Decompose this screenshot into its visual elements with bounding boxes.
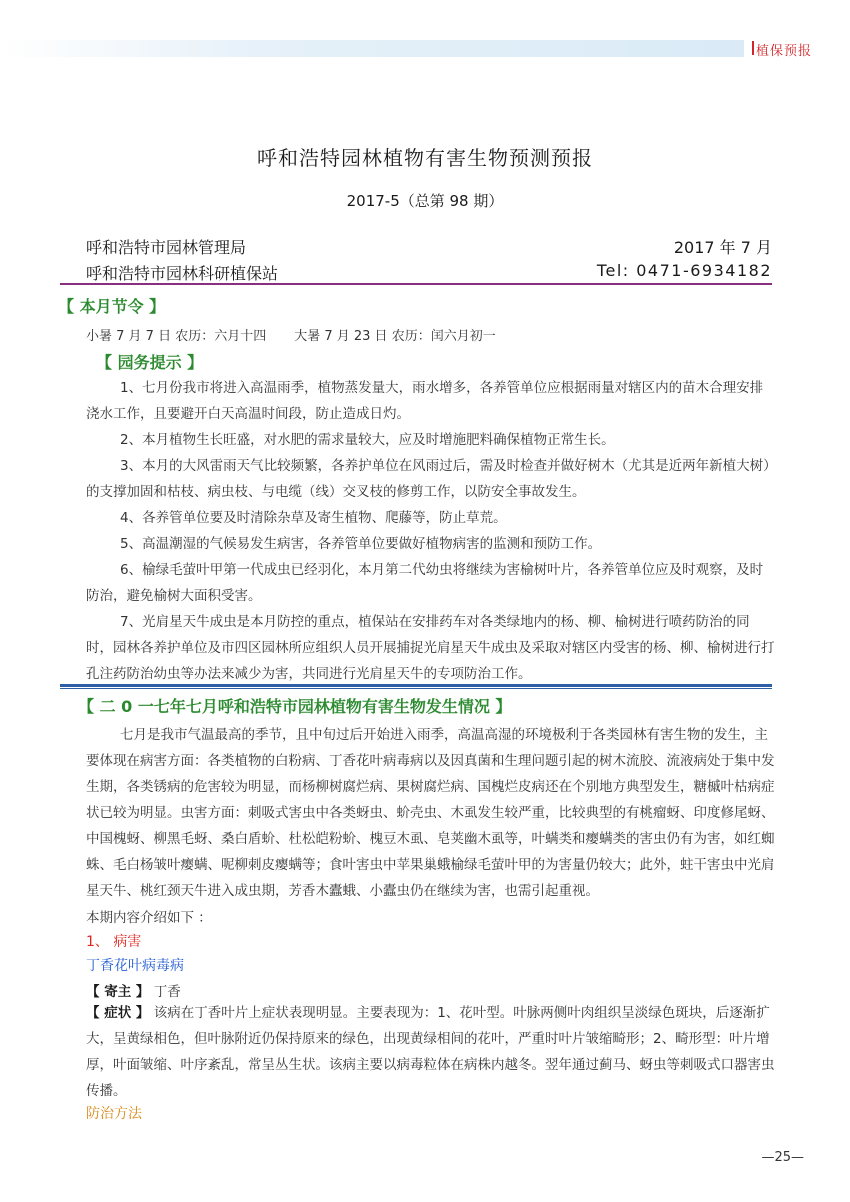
document-title: 呼和浩特园林植物有害生物预测预报 bbox=[257, 146, 593, 170]
solar-term-xiaoshu: 小暑 7 月 7 日 农历：六月十四 bbox=[86, 329, 267, 344]
contents-intro: 本期内容介绍如下 ： bbox=[86, 910, 212, 926]
org-row-1 bbox=[86, 235, 772, 258]
header-divider bbox=[60, 283, 772, 285]
tip-item-7: 7、光肩星天牛成虫是本月防控的重点，植保站在安排药车对各类绿地内的杨、柳、榆树进行喷药防治的同时，园林各养护单位及市四区园林所应组织人员开展捕捉光肩星天牛成虫及采取对辖区内受害的杨、柳、榆树进行打孔注药防治幼虫等办法来减少为害，共同进行光肩星天牛的专项防治工作。 bbox=[86, 614, 775, 682]
page-number: —25— bbox=[761, 1150, 804, 1165]
org-row-2 bbox=[86, 261, 772, 284]
org-name-station: 呼和浩特市园林科研植保站 bbox=[86, 264, 279, 283]
host-label: 【 寄主 】 bbox=[86, 984, 150, 1000]
issue-number: 2017-5（总第 98 期） bbox=[346, 192, 504, 210]
tip-item-3: 3、本月的大风雷雨天气比较频繁，各养护单位在风雨过后，需及时检查并做好树木（尤其是近两年新植大树）的支撑加固和枯枝、病虫枝、与电缆（线）交叉枝的修剪工作，以防安全事故发生。 bbox=[86, 458, 770, 500]
situation-paragraph: 七月是我市气温最高的季节，且中旬过后开始进入雨季，高温高湿的环境极利于各类园林有害生物的发生，主要体现在病害方面：各类植物的白粉病、丁香花叶病毒病以及因真菌和生理问题引起的树木流胶、流液病处于集中发生期，各类锈病的危害较为明显，而杨柳树腐烂病、果树腐烂病、国槐烂皮病还在个别地方典型发生，糖槭叶枯病症状已较为明显。虫害方面：刺吸式害虫中各类蚜虫、蚧壳虫、木虱发生较严重，比较典型的有桃瘤蚜、印度修尾蚜、中国槐蚜、柳黑毛蚜、桑白盾蚧、杜松皑粉蚧、槐豆木虱、皂荚幽木虱等，叶螨类和瘿螨类的害虫仍有为害，如红蜘蛛、毛白杨皱叶瘿螨、呢柳刺皮瘿螨等；食叶害虫中苹果巢蛾榆绿毛萤叶甲的为害量仍较大；此外，蛀干害虫中光肩星天牛、桃红颈天牛进入成虫期，芳香木蠹蛾、小蠹虫仍在继续为害，也需引起重视。 bbox=[86, 727, 775, 899]
tip-item-4: 4、各养管单位要及时清除杂草及寄生植物、爬藤等，防止草荒。 bbox=[120, 510, 507, 526]
solar-terms-line bbox=[86, 325, 496, 344]
header-tag-label: 植保预报 bbox=[755, 44, 812, 59]
section-divider-bottom bbox=[60, 688, 772, 689]
org-name-bureau: 呼和浩特市园林管理局 bbox=[86, 238, 247, 257]
symptom-paragraph bbox=[86, 1000, 776, 1104]
tip-item-6: 6、榆绿毛萤叶甲第一代成虫已经羽化，本月第二代幼虫将继续为害榆树叶片，各养管单位应及时观察，及时防治，避免榆树大面积受害。 bbox=[86, 562, 764, 604]
host-value: 丁香 bbox=[153, 984, 181, 1000]
control-method-heading: 防治方法 bbox=[86, 1106, 142, 1122]
publish-date: 2017 年 7 月 bbox=[673, 238, 772, 257]
symptom-text: 该病在丁香叶片上症状表现明显。主要表现为：1、花叶型。叶脉两侧叶肉组织呈淡绿色斑块，后逐渐扩大，呈黄绿相色，但叶脉附近仍保持原来的绿色，出现黄绿相间的花叶，严重时叶片皱缩畸形；2、畸形型：叶片增厚，叶面皱缩、叶序紊乱，常呈丛生状。该病主要以病毒粒体在病株内越冬。翌年通过蓟马、蚜虫等刺吸式口器害虫传播。 bbox=[86, 1005, 775, 1099]
disease-category-heading: 1、 病害 bbox=[86, 934, 142, 950]
telephone: Tel: 0471-6934182 bbox=[596, 261, 772, 280]
tip-item-5: 5、高温潮湿的气候易发生病害，各养管单位要做好植物病害的监测和预防工作。 bbox=[120, 536, 602, 552]
section-heading-jieling: 【 本月节令 】 bbox=[58, 297, 166, 316]
disease-name-heading: 丁香花叶病毒病 bbox=[86, 958, 184, 974]
tip-item-1: 1、七月份我市将进入高温雨季，植物蒸发量大，雨水增多，各养管单位应根据雨量对辖区内的苗木合理安排浇水工作，且要避开白天高温时间段，防止造成日灼。 bbox=[86, 380, 764, 422]
section-divider-top bbox=[60, 684, 772, 687]
header-band bbox=[0, 40, 850, 57]
solar-term-dashu: 大暑 7 月 23 日 农历：闰六月初一 bbox=[294, 329, 496, 344]
section-heading-situation: 【 二 0 一七年七月呼和浩特市园林植物有害生物发生情况 】 bbox=[78, 697, 512, 716]
symptom-label: 【 症状 】 bbox=[86, 1005, 150, 1021]
header-section-tag bbox=[744, 37, 850, 59]
host-line bbox=[86, 980, 181, 1000]
tip-item-2: 2、本月植物生长旺盛，对水肥的需求量较大，应及时增施肥料确保植物正常生长。 bbox=[120, 432, 615, 448]
section-heading-tips: 【 园务提示 】 bbox=[96, 353, 204, 372]
